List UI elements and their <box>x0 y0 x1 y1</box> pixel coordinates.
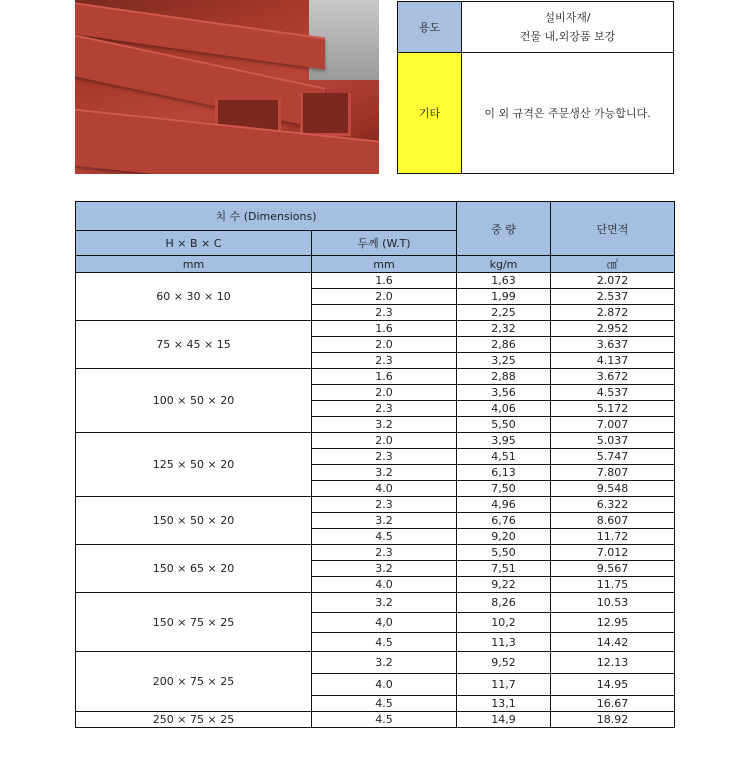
weight-cell: 3,25 <box>457 353 551 369</box>
thickness-cell: 2.0 <box>312 433 457 449</box>
table-row <box>76 433 675 449</box>
size-cell: 100 × 50 × 20 <box>76 369 312 433</box>
area-cell: 9.567 <box>551 561 675 577</box>
size-cell: 60 × 30 × 10 <box>76 273 312 321</box>
thickness-cell: 2.3 <box>312 305 457 321</box>
weight-cell: 7,50 <box>457 481 551 497</box>
area-cell: 5.172 <box>551 401 675 417</box>
thickness-cell: 4.0 <box>312 481 457 497</box>
area-cell: 4.537 <box>551 385 675 401</box>
area-cell: 14.95 <box>551 674 675 696</box>
header-area: 단면적 <box>551 202 675 256</box>
weight-cell: 9,20 <box>457 529 551 545</box>
weight-cell: 2,86 <box>457 337 551 353</box>
area-cell: 12.13 <box>551 652 675 674</box>
weight-cell: 1,63 <box>457 273 551 289</box>
area-cell: 9.548 <box>551 481 675 497</box>
thickness-cell: 3.2 <box>312 417 457 433</box>
area-cell: 5.037 <box>551 433 675 449</box>
thickness-cell: 4.5 <box>312 529 457 545</box>
weight-cell: 7,51 <box>457 561 551 577</box>
weight-cell: 6,13 <box>457 465 551 481</box>
table-row <box>76 497 675 513</box>
table-row <box>76 273 675 289</box>
weight-cell: 10,2 <box>457 613 551 633</box>
info-value-line: 건물 내,외장품 보강 <box>519 30 616 43</box>
spec-table-body <box>76 273 675 728</box>
weight-cell: 3,95 <box>457 433 551 449</box>
thickness-cell: 2.0 <box>312 385 457 401</box>
area-cell: 6.322 <box>551 497 675 513</box>
area-cell: 11.72 <box>551 529 675 545</box>
thickness-cell: 2.0 <box>312 289 457 305</box>
info-table <box>397 1 674 174</box>
thickness-cell: 2.3 <box>312 545 457 561</box>
thickness-cell: 3.2 <box>312 593 457 613</box>
thickness-cell: 3.2 <box>312 465 457 481</box>
weight-cell: 14,9 <box>457 712 551 728</box>
table-row <box>76 712 675 728</box>
area-cell: 12.95 <box>551 613 675 633</box>
thickness-cell: 3.2 <box>312 561 457 577</box>
area-cell: 7.007 <box>551 417 675 433</box>
weight-cell: 5,50 <box>457 417 551 433</box>
weight-cell: 2,32 <box>457 321 551 337</box>
area-cell: 14.42 <box>551 633 675 652</box>
thickness-cell: 4.5 <box>312 712 457 728</box>
weight-cell: 2,88 <box>457 369 551 385</box>
info-value-usage <box>462 2 673 52</box>
area-cell: 3.637 <box>551 337 675 353</box>
table-row <box>76 321 675 337</box>
spec-table <box>75 201 675 728</box>
table-row <box>76 545 675 561</box>
thickness-cell: 2.3 <box>312 401 457 417</box>
header-dimensions: 치 수 (Dimensions) <box>76 202 457 231</box>
size-cell: 150 × 75 × 25 <box>76 593 312 652</box>
weight-cell: 4,51 <box>457 449 551 465</box>
table-row <box>76 369 675 385</box>
unit-area: ㎠ <box>551 256 675 273</box>
thickness-cell: 4.0 <box>312 577 457 593</box>
thickness-cell: 4,0 <box>312 613 457 633</box>
area-cell: 2.072 <box>551 273 675 289</box>
area-cell: 10.53 <box>551 593 675 613</box>
size-cell: 200 × 75 × 25 <box>76 652 312 712</box>
thickness-cell: 2.0 <box>312 337 457 353</box>
info-row-other <box>398 53 673 173</box>
info-value-line: 이 외 규격은 주문생산 가능합니다. <box>484 106 651 120</box>
area-cell: 7.012 <box>551 545 675 561</box>
weight-cell: 9,22 <box>457 577 551 593</box>
thickness-cell: 2.3 <box>312 449 457 465</box>
size-cell: 150 × 65 × 20 <box>76 545 312 593</box>
area-cell: 5.747 <box>551 449 675 465</box>
area-cell: 8.607 <box>551 513 675 529</box>
size-cell: 125 × 50 × 20 <box>76 433 312 497</box>
area-cell: 16.67 <box>551 696 675 712</box>
table-row <box>76 652 675 674</box>
thickness-cell: 1.6 <box>312 321 457 337</box>
area-cell: 7.807 <box>551 465 675 481</box>
size-cell: 250 × 75 × 25 <box>76 712 312 728</box>
info-label-other: 기타 <box>398 53 462 173</box>
thickness-cell: 3.2 <box>312 513 457 529</box>
weight-cell: 2,25 <box>457 305 551 321</box>
size-cell: 75 × 45 × 15 <box>76 321 312 369</box>
thickness-cell: 1.6 <box>312 273 457 289</box>
area-cell: 11.75 <box>551 577 675 593</box>
thickness-cell: 1.6 <box>312 369 457 385</box>
info-value-line: 설비자재/ <box>544 11 591 24</box>
weight-cell: 9,52 <box>457 652 551 674</box>
area-cell: 2.537 <box>551 289 675 305</box>
header-weight: 중 량 <box>457 202 551 256</box>
weight-cell: 11,3 <box>457 633 551 652</box>
thickness-cell: 4.5 <box>312 696 457 712</box>
thickness-cell: 3.2 <box>312 652 457 674</box>
unit-weight: kg/m <box>457 256 551 273</box>
thickness-cell: 2.3 <box>312 353 457 369</box>
weight-cell: 3,56 <box>457 385 551 401</box>
info-label-usage: 용도 <box>398 2 462 52</box>
info-row-usage <box>398 2 673 53</box>
thickness-cell: 2.3 <box>312 497 457 513</box>
header-hbc: H × B × C <box>76 231 312 256</box>
thickness-cell: 4.5 <box>312 633 457 652</box>
table-row <box>76 593 675 613</box>
weight-cell: 1,99 <box>457 289 551 305</box>
area-cell: 4.137 <box>551 353 675 369</box>
thickness-cell: 4.0 <box>312 674 457 696</box>
header-thickness: 두께 (W.T) <box>312 231 457 256</box>
weight-cell: 6,76 <box>457 513 551 529</box>
weight-cell: 4,96 <box>457 497 551 513</box>
unit-thickness: mm <box>312 256 457 273</box>
size-cell: 150 × 50 × 20 <box>76 497 312 545</box>
info-value-other <box>462 53 673 173</box>
weight-cell: 8,26 <box>457 593 551 613</box>
area-cell: 2.952 <box>551 321 675 337</box>
area-cell: 3.672 <box>551 369 675 385</box>
weight-cell: 4,06 <box>457 401 551 417</box>
weight-cell: 11,7 <box>457 674 551 696</box>
weight-cell: 5,50 <box>457 545 551 561</box>
area-cell: 18.92 <box>551 712 675 728</box>
area-cell: 2.872 <box>551 305 675 321</box>
unit-hbc: mm <box>76 256 312 273</box>
photo-channel-shape <box>300 93 351 136</box>
weight-cell: 13,1 <box>457 696 551 712</box>
product-photo <box>75 0 379 174</box>
